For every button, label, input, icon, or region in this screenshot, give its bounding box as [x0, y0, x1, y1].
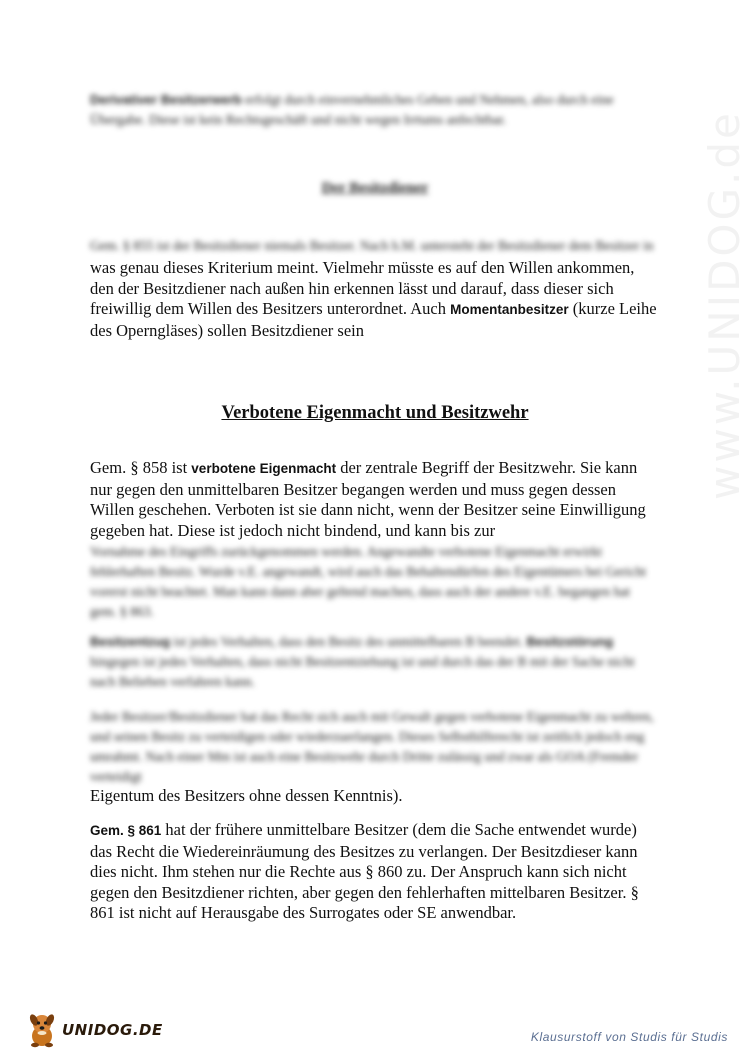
paragraph-verbotene-eigenmacht	[90, 458, 660, 541]
paragraph-text: ist jedes Verhalten, dass den Besitz des unmittelbaren B beendet.	[170, 634, 527, 649]
lead-term: Derivativer Besitzerwerb	[90, 92, 242, 107]
term-verbotene-eigenmacht: verbotene Eigenmacht	[191, 461, 337, 476]
paragraph-besitzentzug	[90, 632, 660, 692]
heading-verbotene-eigenmacht: Verbotene Eigenmacht und Besitzwehr	[221, 403, 529, 423]
dog-mascot-icon	[26, 1012, 58, 1048]
paragraph-text: (kurze Leihe des Operngläses) sollen Besitzdiener sein	[90, 299, 657, 340]
paragraph-text: was genau dieses Kriterium meint. Vielmehr müsste es auf den Willen ankommen, den der Besitzdiener nach außen hin erkennen lässt und darauf, dass dieser sich freiwillig dem Willen des Besitzers unterordnet. Auch	[90, 258, 635, 318]
paragraph-text: erfolgt durch einvernehmliches Geben und Nehmen, also durch eine Übergabe. Diese ist kein Rechtsgeschäft und nicht wegen Irrtums anfechtbar.	[90, 92, 614, 127]
footer-logo[interactable]	[26, 1012, 163, 1048]
paragraph-selbsthilfe-end: Eigentum des Besitzers ohne dessen Kenntnis).	[90, 786, 403, 805]
term-momentanbesitzer: Momentanbesitzer	[450, 302, 569, 317]
paragraph-derivativer-besitzerwerb	[90, 90, 660, 130]
paragraph-besitzdiener-blurred: Gem. § 855 ist der Besitzdiener niemals Besitzer. Nach h.M. untersteht der Besitzdiener dem Besitzer in	[90, 238, 654, 253]
term-besitzstoerung: Besitzstörung	[526, 634, 614, 649]
logo-text: UNIDOG.DE	[62, 1021, 163, 1039]
paragraph-text: der zentrale Begriff der Besitzwehr. Sie kann nur gegen den unmittelbaren Besitzer begangen werden und muss gegen dessen Willen geschehen. Verboten ist sie dann nicht, wenn der Besitzer seine Einwilligung gegeben hat. Diese ist jedoch nicht bindend, und kann bis zur	[90, 458, 646, 540]
paragraph-paragraph-861	[90, 820, 660, 924]
paragraph-text: Gem. § 858 ist	[90, 458, 192, 477]
heading-besitzdiener: Der Besitzdiener	[321, 180, 429, 196]
paragraph-besitzdiener	[90, 258, 660, 341]
paragraph-text: hat der frühere unmittelbare Besitzer (dem die Sache entwendet wurde) das Recht die Wiedereinräumung des Besitzes zu verlangen. Der Besitzdieser kann dies nicht. Ihm stehen nur die Rechte aus § 860 zu. Der Anspruch kann sich nicht gegen den Besitzdiener richten, aber gegen den fehlerhaften mittelbaren Besitzer. § 861 ist nicht auf Herausgabe des Surrogates oder SE anwendbar.	[90, 820, 639, 922]
paragraph-selbsthilfe-blurred: Jeder Besitzer/Besitzdiener hat das Recht sich auch mit Gewalt gegen verbotene Eigenmacht zu wehren, und seinen Besitz zu verteidigen oder wiederzuerlangen. Dieses Selbsthilferecht ist zeitlich jedoch eng umrahmt. Nach einer Mm ist auch eine Besitzwehr durch Dritte zulässig und zwar als GOA (Fremder verteidigt	[90, 709, 654, 784]
term-besitzentzug: Besitzentzug	[90, 634, 171, 649]
term-gem-861: Gem. § 861	[90, 823, 162, 838]
paragraph-text: hingegen ist jedes Verhalten, dass nicht Besitzentziehung ist und durch das der B mit der Sache nicht nach Belieben verfahren kann.	[90, 654, 635, 689]
footer-slogan: Klausurstoff von Studis für Studis	[530, 1030, 728, 1044]
watermark-text: www.UNIDOG.de	[700, 110, 749, 500]
paragraph-eigenmacht-blurred: Vornahme des Eingriffs zurückgenommen werden. Angewandte verbotene Eigenmacht erwirkt fehlerhaften Besitz. Wurde v.E. angewandt, wird auch das Behaltendürfen des Eigentümers bei Gericht vorerst nicht beachtet. Man kann dann aber geltend machen, dass auch der andere v.E. begangen hat gem. § 863.	[90, 544, 647, 619]
